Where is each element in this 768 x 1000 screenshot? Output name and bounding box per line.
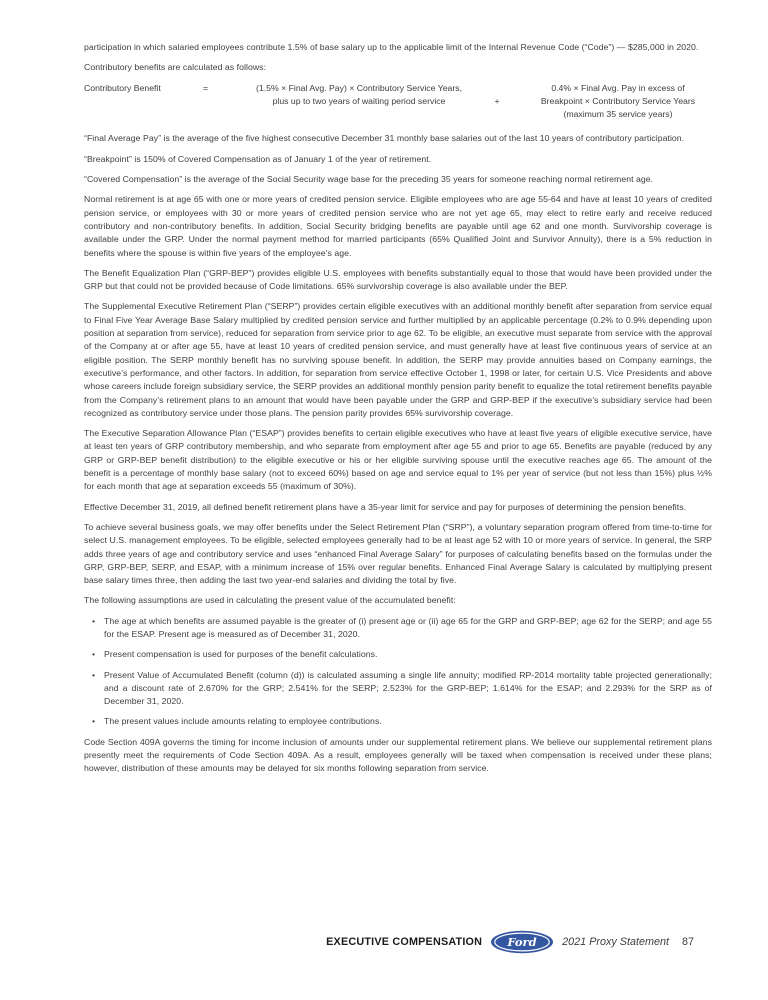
paragraph-code-section-409a: Code Section 409A governs the timing for income inclusion of amounts under our supplemental retirement plans. We believe our supplemental retirement plans presently meet the requirements of Code Section 409A. As a result, employees generally will be taxed when compensation is received under these plans; however, distribution of these amounts may be delayed for six months following separation from service.: [84, 736, 712, 774]
footer-section-title: EXECUTIVE COMPENSATION: [326, 936, 483, 948]
formula-term-1: [248, 82, 470, 122]
equals-sign: =: [203, 82, 209, 93]
list-item-present-compensation: [84, 648, 712, 661]
paragraph-contribution-limit: participation in which salaried employees contribute 1.5% of base salary up to the applicable limit of the Internal Revenue Code (“Code”) — $285,000 in 2020.: [84, 42, 699, 52]
formula-term-1-line-1: (1.5% × Final Avg. Pay) × Contributory Service Years,: [255, 82, 463, 93]
contributory-benefit-formula: [84, 82, 712, 122]
formula-term-2-line-2: Breakpoint × Contributory Service Years: [540, 95, 696, 106]
list-item-payable-age: [84, 615, 712, 642]
paragraph-assumptions-intro: The following assumptions are used in calculating the present value of the accumulated benefit:: [84, 595, 456, 606]
formula-label: Contributory Benefit: [84, 82, 161, 93]
paragraph-serp: The Supplemental Executive Retirement Plan (“SERP”) provides certain eligible executives with an additional monthly benefit after separation from service equal to Final Five Year Average Base Salary multiplied by credited pension service and further multiplied by an applicable percentage (0.2% to 0.9% depending upon position at separation from service), reduced for separation from service prior to age 62. To be eligible, an executive must separate from service with the approval of the Company at or after age 55, have at least 10 years of credited pension service, and must generally have at least five continuous years of service at an eligible position. The SERP monthly benefit has no surviving spouse benefit. In addition, the SERP may provide annuities based on Company earnings, the executive’s performance, and other factors. In addition, for separation from service effective October 1, 1998 or later, for certain U.S. Vice Presidents and above whose careers include foreign subsidiary service, the SERP provides an additional monthly pension parity benefit to equalize the total retirement benefits payable from the Company’s retirement plans to an amount that would have been payable under the GRP and GRP-BEP if the executive’s subsidiary service had been recognized as contributory service under those plans. The pension parity provides 65% survivorship coverage.: [84, 301, 712, 418]
formula-term-2-line-1: 0.4% × Final Avg. Pay in excess of: [551, 82, 685, 93]
list-item-text: Present Value of Accumulated Benefit (column (d)) is calculated assuming a single life annuity; modified RP-2014 mortality table projected generationally; and a discount rate of 2.670% for the GRP; 2.541% for the SERP; 2.523% for the GRP-BEP; 1.614% for the ESAP; and 2.293% for the SRP as of December 31, 2020.: [104, 669, 712, 707]
footer-page-number: 87: [681, 936, 694, 948]
formula-term-2: [524, 82, 712, 122]
list-item-text: The age at which benefits are assumed payable is the greater of (i) present age or (ii) age 65 for the GRP and GRP-BEP; age 62 for the SERP; and age 55 for the ESAP. Present age is measured as of December 31, 2020.: [104, 615, 712, 639]
list-item-discount-rates: [84, 669, 712, 709]
page-footer: [326, 930, 694, 954]
page-body-text: [84, 41, 712, 783]
ford-logo-icon: [490, 930, 554, 954]
list-item-employee-contributions: [84, 715, 712, 728]
paragraph-grp-bep: The Benefit Equalization Plan (“GRP-BEP”) provides eligible U.S. employees with benefits substantially equal to those that would have been provided under the GRP but that could not be provided because of Code limitations. 65% survivorship coverage is also available under the BEP.: [84, 267, 712, 292]
paragraph-normal-retirement: Normal retirement is at age 65 with one or more years of credited pension service. Eligible employees who are age 55-64 and have at least 10 years of credited pension service, or employees with 30 or more years of credited pension service who are not yet age 65, may elect to retire early and receive reduced contributory and non-contributory benefits. In addition, Social Security bridging benefits are payable until age 62 and one month. Survivorship coverage is available under the GRP. Under the normal payment method for married participants (65% Qualified Joint and Survivor Annuity), there is a 5% reduction in benefits where the spouse is within five years of the employee’s age.: [84, 194, 712, 258]
paragraph-formula-intro: Contributory benefits are calculated as follows:: [84, 62, 267, 73]
paragraph-final-average-pay: “Final Average Pay” is the average of the five highest consecutive December 31 monthly base salaries out of the last 10 years of contributory participation.: [84, 133, 685, 144]
paragraph-covered-compensation: “Covered Compensation” is the average of the Social Security wage base for the preceding 35 years for someone reaching normal retirement age.: [84, 174, 654, 185]
formula-term-1-line-2: plus up to two years of waiting period service: [272, 95, 446, 106]
paragraph-breakpoint: “Breakpoint” is 150% of Covered Compensation as of January 1 of the year of retirement.: [84, 153, 432, 164]
paragraph-esap: The Executive Separation Allowance Plan (“ESAP”) provides benefits to certain eligible executives who have at least five years of eligible executive service, have at least ten years of GRP contributory membership, and who separate from employment after age 55 and prior to age 65. Benefits are payable (reduced by any GRP or GRP-BEP benefit distribution) to the eligible executive or his or her eligible surviving spouse until the executive reaches age 65. The amount of the benefit is a percentage of monthly base salary (not to exceed 60%) based on age and service equal to 1% per year of service (but not less than 15%) plus ½% for each month that age at separation exceeds 55 (maximum of 30%).: [84, 428, 712, 492]
plus-sign: +: [494, 95, 500, 106]
list-item-text: Present compensation is used for purposes of the benefit calculations.: [104, 649, 378, 660]
assumptions-list: [84, 615, 712, 729]
paragraph-srp: To achieve several business goals, we may offer benefits under the Select Retirement Plan (“SRP”), a voluntary separation program offered from time-to-time for select U.S. management employees. To be eligible, selected employees generally had to be at least age 52 with 10 or more years of service. In general, the SRP adds three years of age and contributory service and uses “enhanced Final Average Salary” for purposes of calculating benefits based on the formulas under the GRP, GRP-BEP, SERP, and ESAP, with a minimum increase of 15% over regular benefits. Enhanced Final Average Salary is calculated by multiplying present base salary times three, then adding the last two year-end salaries and dividing the total by five.: [84, 521, 712, 586]
ford-logo-text: Ford: [507, 935, 537, 949]
formula-term-2-line-3: (maximum 35 service years): [563, 109, 673, 120]
paragraph-35-year-limit: Effective December 31, 2019, all defined benefit retirement plans have a 35-year limit for service and pay for purposes of determining the pension benefits.: [84, 501, 687, 512]
list-item-text: The present values include amounts relating to employee contributions.: [104, 716, 382, 727]
footer-publication: 2021 Proxy Statement: [562, 936, 669, 948]
